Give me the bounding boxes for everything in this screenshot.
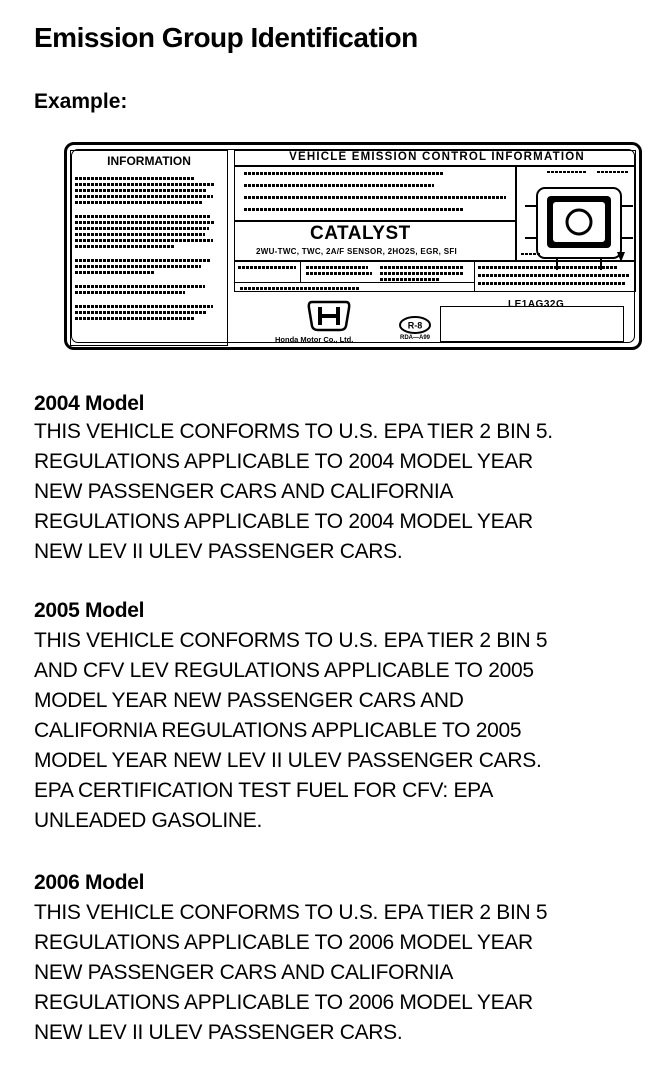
- fine-print: [75, 305, 213, 308]
- section-heading-2004: 2004 Model: [34, 392, 145, 415]
- information-heading: INFORMATION: [107, 154, 191, 168]
- fine-print: [75, 245, 175, 248]
- fine-print: [75, 259, 211, 262]
- fine-print: [240, 287, 360, 290]
- section-body-2006: THIS VEHICLE CONFORMS TO U.S. EPA TIER 2 BIN 5 REGULATIONS APPLICABLE TO 2006 MODEL YEAR NEW PASSENGER CARS AND CALIFORNIA REGULATIONS APPLICABLE TO 2006 MODEL YEAR NEW LEV II ULEV PASSENGER CARS.: [34, 901, 548, 1044]
- fine-print: [75, 271, 155, 274]
- information-panel: [70, 150, 228, 346]
- vec-heading: VEHICLE EMISSION CONTROL INFORMATION: [289, 151, 585, 163]
- fine-print: [238, 266, 296, 269]
- fine-print: [75, 177, 195, 180]
- fine-print: [244, 208, 464, 211]
- divider: [474, 261, 475, 292]
- divider: [234, 282, 474, 283]
- fine-print: [75, 195, 213, 198]
- fine-print: [75, 285, 205, 288]
- fine-print: [75, 311, 207, 314]
- page-title: Emission Group Identification: [34, 22, 418, 53]
- fine-print: [75, 291, 185, 294]
- section-body-2005: THIS VEHICLE CONFORMS TO U.S. EPA TIER 2 BIN 5 AND CFV LEV REGULATIONS APPLICABLE TO 2005 MODEL YEAR NEW PASSENGER CARS AND CALIFORNIA REGULATIONS APPLICABLE TO 2005 MODEL YEAR NEW LEV II ULEV PASSENGER CARS. EPA CERTIFICATION TEST FUEL FOR CFV: EPA UNLEADED GASOLINE.: [34, 629, 548, 832]
- fine-print: [380, 272, 464, 275]
- fine-print: [380, 278, 440, 281]
- fine-print: [75, 227, 209, 230]
- fine-print: [75, 221, 215, 224]
- engine-family-code: LE1AG32G: [508, 299, 565, 310]
- honda-logo-icon: [306, 300, 352, 332]
- fine-print: [75, 233, 205, 236]
- manufacturer-name: Honda Motor Co., Ltd.: [275, 335, 354, 344]
- fine-print: [75, 183, 215, 186]
- fine-print: [75, 215, 211, 218]
- section-body-2004: THIS VEHICLE CONFORMS TO U.S. EPA TIER 2 BIN 5. REGULATIONS APPLICABLE TO 2004 MODEL YEAR NEW PASSENGER CARS AND CALIFORNIA REGULATIONS APPLICABLE TO 2004 MODEL YEAR NEW LEV II ULEV PASSENGER CARS.: [34, 420, 553, 563]
- fine-print: [380, 266, 464, 269]
- fine-print: [306, 272, 372, 275]
- catalyst-label: CATALYST: [310, 223, 411, 244]
- section-heading-2006: 2006 Model: [34, 871, 145, 894]
- fine-print: [75, 201, 203, 204]
- fine-print: [306, 266, 368, 269]
- example-label: Example:: [34, 90, 128, 113]
- rda-caption: RDA—A99: [400, 335, 431, 341]
- fine-print: [75, 265, 201, 268]
- divider: [234, 220, 516, 222]
- engine-diagram-icon: [517, 166, 637, 292]
- rda-mark-icon: [398, 315, 432, 335]
- engine-code-box: [440, 306, 624, 342]
- catalyst-components: 2WU-TWC, TWC, 2A/F SENSOR, 2HO2S, EGR, SFI: [256, 247, 458, 256]
- section-heading-2005: 2005 Model: [34, 599, 145, 622]
- fine-print: [244, 184, 434, 187]
- fine-print: [244, 172, 444, 175]
- rda-mark-text: R-8: [407, 320, 423, 331]
- fine-print: [75, 317, 195, 320]
- fine-print: [244, 196, 506, 199]
- fine-print: [75, 239, 213, 242]
- divider: [300, 261, 301, 282]
- fine-print: [75, 189, 207, 192]
